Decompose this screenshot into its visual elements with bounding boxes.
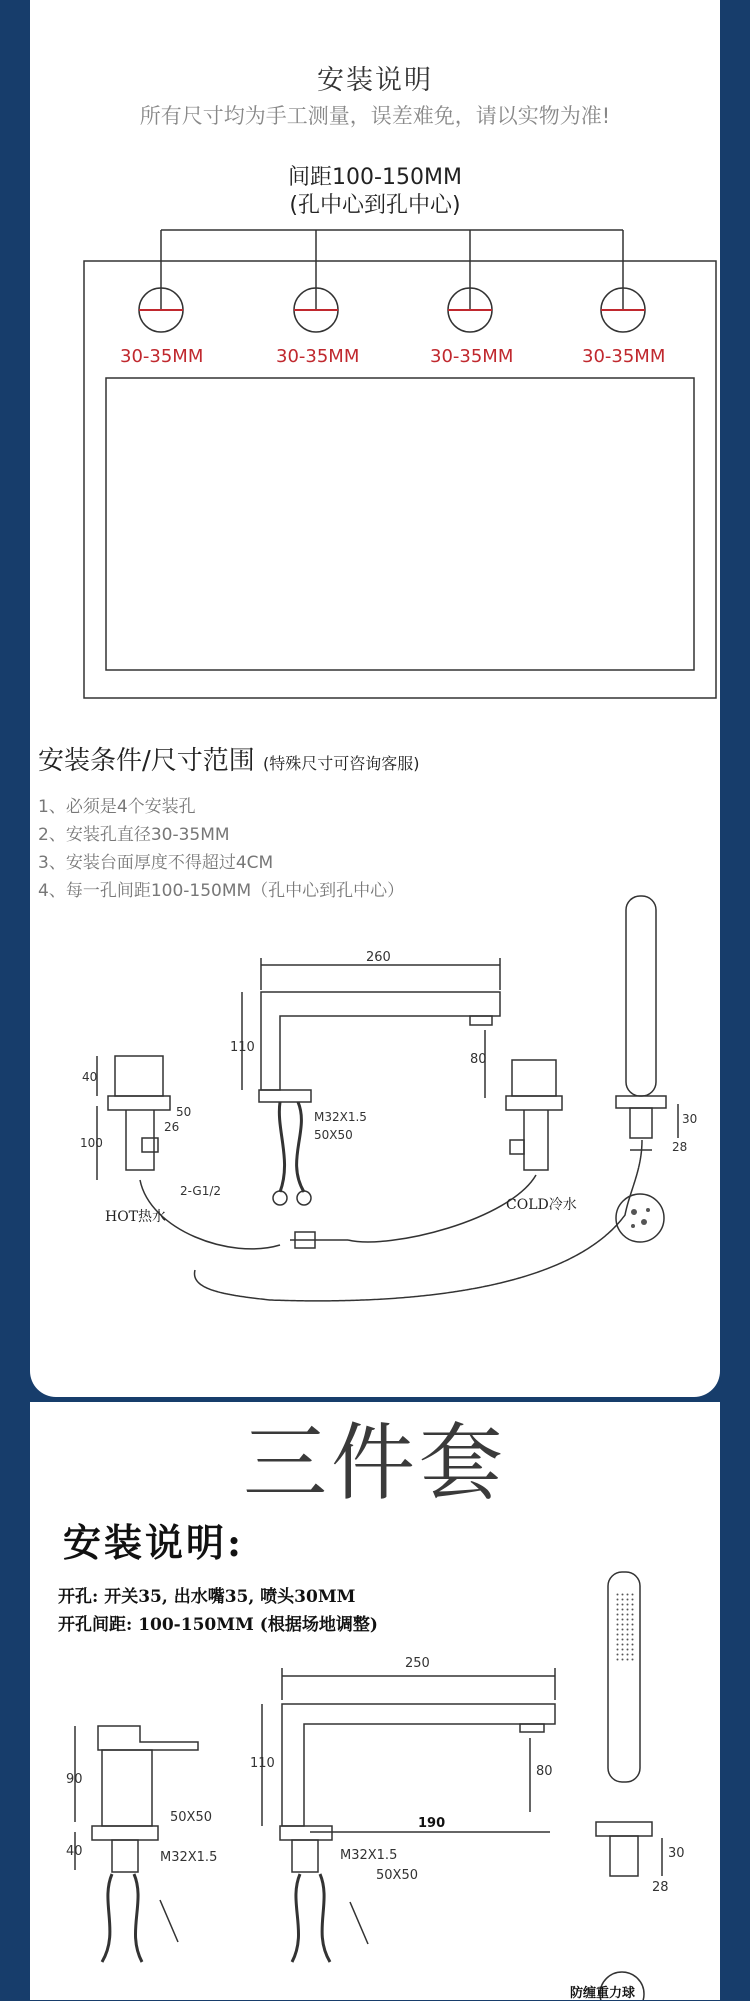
dim-spout-height: 110 <box>230 1040 255 1055</box>
condition-item-1: 1、必须是4个安装孔 <box>38 797 196 817</box>
dim-shower-w: 28 <box>672 1140 688 1154</box>
dim-spout-drop: 80 <box>470 1052 487 1067</box>
dim-base: 50X50 <box>314 1128 353 1142</box>
dim-shower-h: 30 <box>682 1112 698 1126</box>
four-piece-faucet-drawing <box>30 0 720 1397</box>
condition-item-4: 4、每一孔间距100-150MM（孔中心到孔中心） <box>38 881 405 901</box>
dim-spout-w-2: 250 <box>405 1656 430 1671</box>
dim-spout-width: 260 <box>366 950 391 965</box>
measure-note: 所有尺寸均为手工测量，误差难免，请以实物为准! <box>139 104 611 128</box>
shower-holder <box>616 1096 666 1108</box>
cold-handle-flange <box>506 1096 562 1110</box>
install-title: 安装说明 <box>317 65 433 96</box>
hot-handle-flange <box>108 1096 170 1110</box>
dim-handle-base: 40 <box>66 1844 83 1859</box>
dim-spout-drop-2: 80 <box>536 1764 553 1779</box>
handle-flange <box>92 1826 158 1840</box>
install-heading-2: 安装说明: <box>63 1520 245 1565</box>
shower-dots <box>614 1592 634 1662</box>
dim-shower-w-2: 28 <box>652 1880 669 1895</box>
hole-size-label-2: 30-35MM <box>276 346 360 367</box>
spout-aerator <box>470 1016 492 1025</box>
dim-handle-w1: 50 <box>176 1105 192 1119</box>
install-panel-top <box>30 0 720 1397</box>
three-piece-faucet-drawing <box>30 1402 720 2000</box>
cold-water-label: COLD冷水 <box>506 1197 577 1213</box>
hole-spacing-line: 开孔间距: 100-150MM (根据场地调整) <box>58 1615 378 1635</box>
hole-spec-line: 开孔: 开关35, 出水嘴35, 喷头30MM <box>58 1587 356 1607</box>
conditions-title: 安装条件/尺寸范围 <box>38 746 255 776</box>
dim-spout-thread: M32X1.5 <box>340 1848 398 1863</box>
dim-handle-sq: 50X50 <box>170 1810 212 1825</box>
handle-lever <box>98 1726 198 1750</box>
hole-size-label-3: 30-35MM <box>430 346 514 367</box>
handle-body <box>102 1750 152 1826</box>
condition-item-2: 2、安装孔直径30-35MM <box>38 825 230 845</box>
dim-handle-top: 40 <box>82 1070 98 1084</box>
dim-handle-body: 100 <box>80 1136 103 1150</box>
hole-size-label-4: 30-35MM <box>582 346 666 367</box>
spout-body-2 <box>282 1704 555 1826</box>
hole-size-label-1: 30-35MM <box>120 346 204 367</box>
dim-handle-w2: 26 <box>164 1120 180 1134</box>
cold-handle-top <box>512 1060 556 1096</box>
hand-shower <box>626 896 656 1096</box>
dim-handle-h: 90 <box>66 1772 83 1787</box>
three-piece-title: 三件套 <box>242 1414 507 1512</box>
spout-base <box>259 1090 311 1102</box>
hot-water-label: HOT热水 <box>105 1209 167 1225</box>
dim-spout-reach: 190 <box>418 1816 446 1831</box>
dim-shower-h-2: 30 <box>668 1846 685 1861</box>
dim-thread: M32X1.5 <box>314 1110 367 1124</box>
spout-body <box>261 992 500 1090</box>
three-piece-panel <box>30 1402 720 2000</box>
dim-spout-h-2: 110 <box>250 1756 275 1771</box>
hot-handle-top <box>115 1056 163 1096</box>
hot-valve-body <box>126 1110 154 1170</box>
dim-handle-thread: M32X1.5 <box>160 1850 218 1865</box>
distance-line-2: (孔中心到孔中心) <box>289 193 461 218</box>
cold-valve-body <box>524 1110 548 1170</box>
distance-line-1: 间距100-150MM <box>288 165 462 190</box>
condition-item-3: 3、安装台面厚度不得超过4CM <box>38 853 274 873</box>
dim-pipe: 2-G1/2 <box>180 1184 222 1198</box>
conditions-note: (特殊尺寸可咨询客服) <box>263 754 420 773</box>
gravity-ball-label: 防缠重力球 <box>570 1986 636 2001</box>
dim-spout-base: 50X50 <box>376 1868 418 1883</box>
